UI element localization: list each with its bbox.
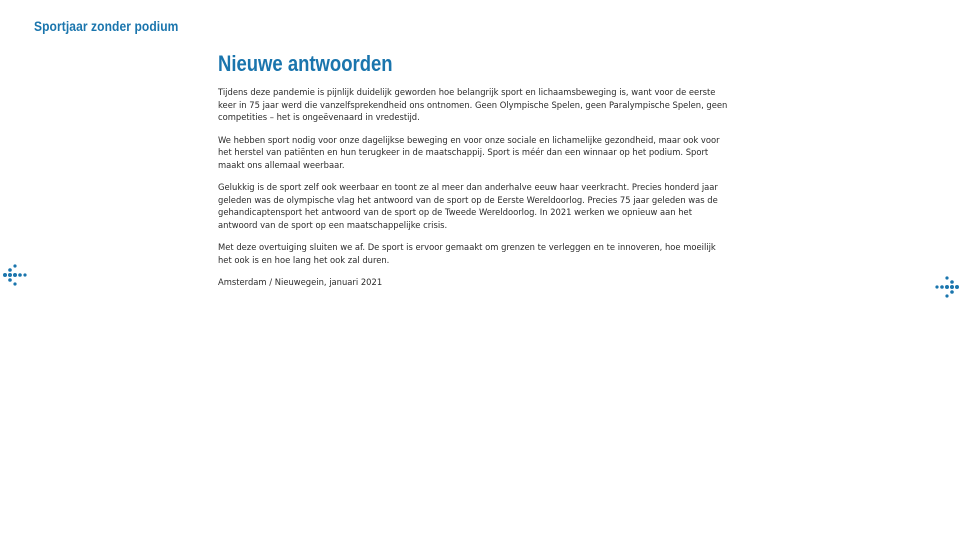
arrow-right-dots-icon xyxy=(930,275,960,299)
previous-page-button[interactable] xyxy=(2,263,32,287)
section-heading: Nieuwe antwoorden xyxy=(218,51,393,76)
document-title: Sportjaar zonder podium xyxy=(34,18,179,34)
paragraph-1: Tijdens deze pandemie is pijnlijk duidelijk geworden hoe belangrijk sport en lichaamsbeweging is, want voor de eerste keer in 75 jaar werd die vanzelfsprekendheid ons ontnomen. Geen Olympische Spelen, geen Paralympische Spelen, geen competities – het is ongeëvenaard in vredestijd. xyxy=(218,87,728,122)
paragraph-4: Met deze overtuiging sluiten we af. De sport is ervoor gemaakt om grenzen te verleggen en te innoveren, hoe moeilijk het ook is en hoe lang het ook zal duren. xyxy=(218,242,716,265)
next-page-button[interactable] xyxy=(930,275,960,299)
paragraph-3: Gelukkig is de sport zelf ook weerbaar en toont ze al meer dan anderhalve eeuw haar veerkracht. Precies honderd jaar geleden was de olympische vlag het antwoord van de sport op de Eerste Wereldoorlog. Precies 75 jaar geleden was de gehandicaptensport het antwoord van de sport op de Tweede Wereldoorlog. In 2021 werken we opnieuw aan het antwoord van de sport op een maatschappelijke crisis. xyxy=(218,182,718,230)
arrow-left-dots-icon xyxy=(2,263,32,287)
body-text xyxy=(218,86,730,299)
signature-line: Amsterdam / Nieuwegein, januari 2021 xyxy=(218,277,383,287)
paragraph-2: We hebben sport nodig voor onze dagelijkse beweging en voor onze sociale en lichamelijke gezondheid, maar ook voor het herstel van patiënten en hun terugkeer in de maatschappij. Sport is méér dan een winnaar op het podium. Sport maakt ons allemaal weerbaar. xyxy=(218,134,720,170)
